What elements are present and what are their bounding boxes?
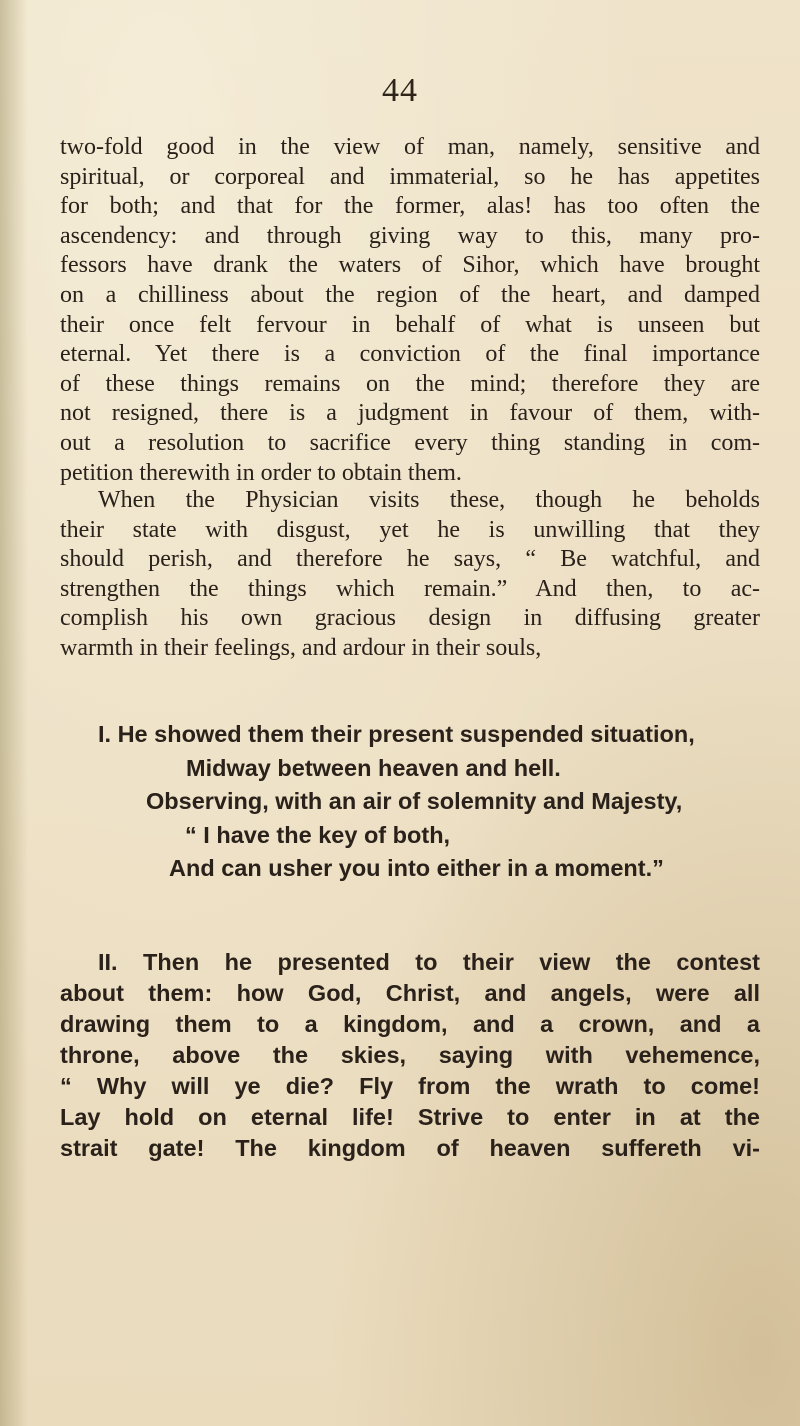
- page-number: 44: [382, 72, 418, 109]
- text-line: for both; and that for the former, alas! has too often the: [60, 193, 760, 220]
- text-line: drawing them to a kingdom, and a crown, and a: [60, 1011, 760, 1037]
- verse-line: And can usher you into either in a moment.”: [169, 855, 664, 882]
- text-line: out a resolution to sacrifice every thing standing in com-: [60, 429, 760, 456]
- text-line: their once felt fervour in behalf of what is unseen but: [60, 311, 760, 338]
- text-line: ascendency: and through giving way to this, many pro-: [60, 222, 760, 249]
- text-line: fessors have drank the waters of Sihor, which have brought: [60, 252, 760, 279]
- text-line: II. Then he presented to their view the contest: [98, 949, 760, 975]
- paragraph-1: [60, 133, 760, 488]
- text-line: When the Physician visits these, though he beholds: [98, 487, 760, 513]
- section-2-paragraph: [60, 947, 760, 1164]
- text-line: throne, above the skies, saying with vehemence,: [60, 1042, 760, 1068]
- text-line: about them: how God, Christ, and angels, were all: [60, 980, 760, 1006]
- text-line: their state with disgust, yet he is unwilling that they: [60, 516, 760, 543]
- page-edge-shadow: [0, 0, 28, 1426]
- verse-line: “ I have the key of both,: [185, 821, 451, 848]
- text-line: Lay hold on eternal life! Strive to enter in at the: [60, 1104, 760, 1130]
- text-line: spiritual, or corporeal and immaterial, so he has appetites: [60, 163, 760, 190]
- text-line: two-fold good in the view of man, namely, sensitive and: [60, 134, 760, 160]
- text-line: strengthen the things which remain.” And then, to ac-: [60, 575, 760, 602]
- verse-line: Observing, with an air of solemnity and Majesty,: [146, 788, 683, 815]
- text-line: warmth in their feelings, and ardour in their souls,: [60, 634, 542, 661]
- text-line: of these things remains on the mind; therefore they are: [60, 370, 760, 397]
- verse-line: Midway between heaven and hell.: [186, 754, 561, 781]
- text-line: petition therewith in order to obtain them.: [60, 459, 462, 486]
- verse-section-1: [60, 718, 760, 886]
- text-line: should perish, and therefore he says, “ Be watchful, and: [60, 546, 760, 573]
- text-line: not resigned, there is a judgment in favour of them, with-: [60, 400, 760, 427]
- text-line: eternal. Yet there is a conviction of the final importance: [60, 341, 760, 368]
- paragraph-2: [60, 486, 760, 664]
- text-line: strait gate! The kingdom of heaven suffereth vi-: [60, 1135, 760, 1161]
- verse-line: I. He showed them their present suspended situation,: [98, 721, 695, 747]
- text-line: on a chilliness about the region of the heart, and damped: [60, 281, 760, 308]
- text-line: complish his own gracious design in diffusing greater: [60, 605, 760, 632]
- text-line: “ Why will ye die? Fly from the wrath to come!: [60, 1073, 760, 1099]
